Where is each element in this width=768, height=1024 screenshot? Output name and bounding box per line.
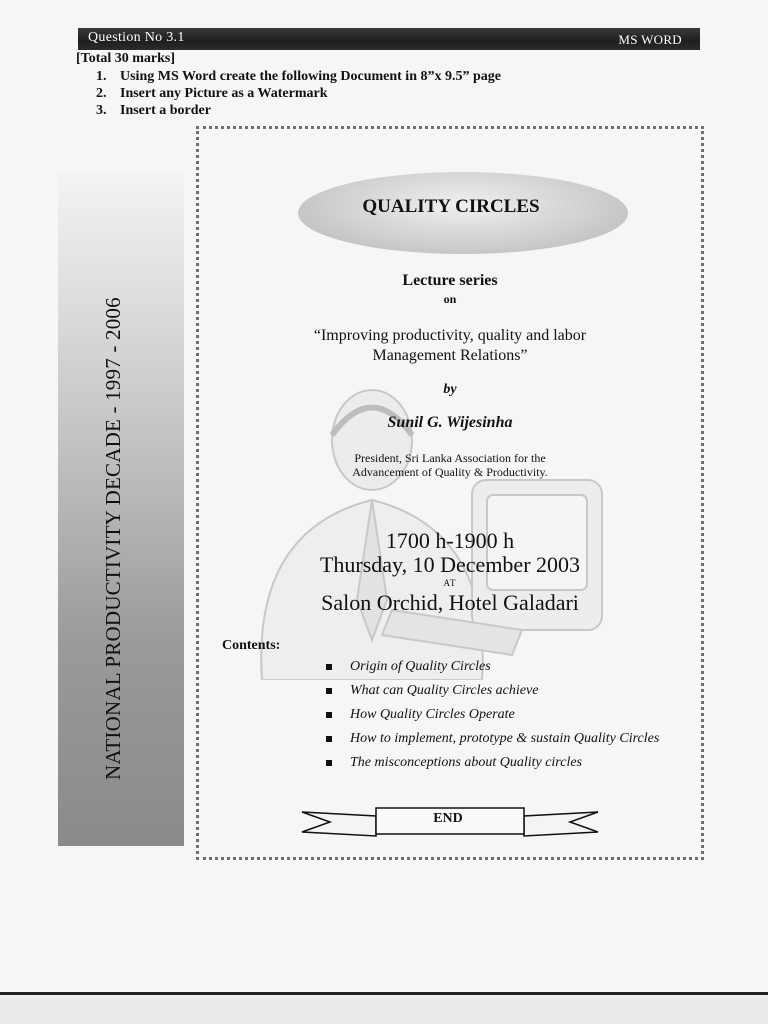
list-item (326, 655, 670, 679)
contents-item-text: What can Quality Circles achieve (350, 683, 539, 698)
role-line: Advancement of Quality & Productivity. (352, 465, 548, 479)
total-marks: [Total 30 marks] (76, 51, 176, 66)
topic-line: Management Relations” (372, 347, 528, 364)
instruction-number: 3. (96, 103, 107, 118)
square-bullet-icon (326, 664, 332, 670)
on-label: on (443, 292, 457, 306)
author-name: Sunil G. Wijesinha (387, 414, 513, 431)
end-label: END (433, 811, 463, 826)
at-label: AT (443, 578, 457, 588)
square-bullet-icon (326, 760, 332, 766)
topic-line: “Improving productivity, quality and labor (313, 327, 587, 344)
event-date: Thursday, 10 December 2003 (319, 552, 581, 577)
square-bullet-icon (326, 712, 332, 718)
contents-item-text: How to implement, prototype & sustain Quality Circles (350, 731, 660, 746)
lecture-topic (240, 326, 660, 366)
document-title: QUALITY CIRCLES (362, 196, 540, 217)
instruction-text: Insert any Picture as a Watermark (120, 86, 328, 101)
square-bullet-icon (326, 688, 332, 694)
role-line: President, Sri Lanka Association for the (354, 451, 546, 465)
event-venue: Salon Orchid, Hotel Galadari (321, 590, 579, 615)
list-item (326, 703, 670, 727)
list-item (326, 679, 670, 703)
event-time: 1700 h-1900 h (385, 528, 515, 553)
question-header-bar (78, 28, 700, 50)
list-item (326, 727, 670, 751)
instruction-number: 1. (96, 69, 107, 84)
side-banner-text: NATIONAL PRODUCTIVITY DECADE - 1997 - 2006 (101, 297, 125, 780)
instruction-item (96, 68, 501, 85)
contents-item-text: Origin of Quality Circles (350, 659, 491, 674)
square-bullet-icon (326, 736, 332, 742)
subject-label: MS WORD (618, 32, 682, 47)
contents-item-text: The misconceptions about Quality circles (350, 755, 582, 770)
author-role (240, 451, 660, 479)
instruction-item (96, 102, 501, 119)
instruction-item (96, 85, 501, 102)
by-label: by (443, 382, 457, 397)
instruction-text: Insert a border (120, 103, 211, 118)
page-edge-shadow (0, 995, 768, 1024)
question-number: Question No 3.1 (88, 30, 185, 45)
instruction-text: Using MS Word create the following Document in 8”x 9.5” page (120, 69, 501, 84)
instruction-list (96, 68, 501, 119)
lecture-series-heading: Lecture series (402, 272, 498, 289)
instruction-number: 2. (96, 86, 107, 101)
contents-item-text: How Quality Circles Operate (350, 707, 515, 722)
contents-label: Contents: (222, 638, 281, 653)
contents-list (326, 655, 670, 775)
list-item (326, 751, 670, 775)
